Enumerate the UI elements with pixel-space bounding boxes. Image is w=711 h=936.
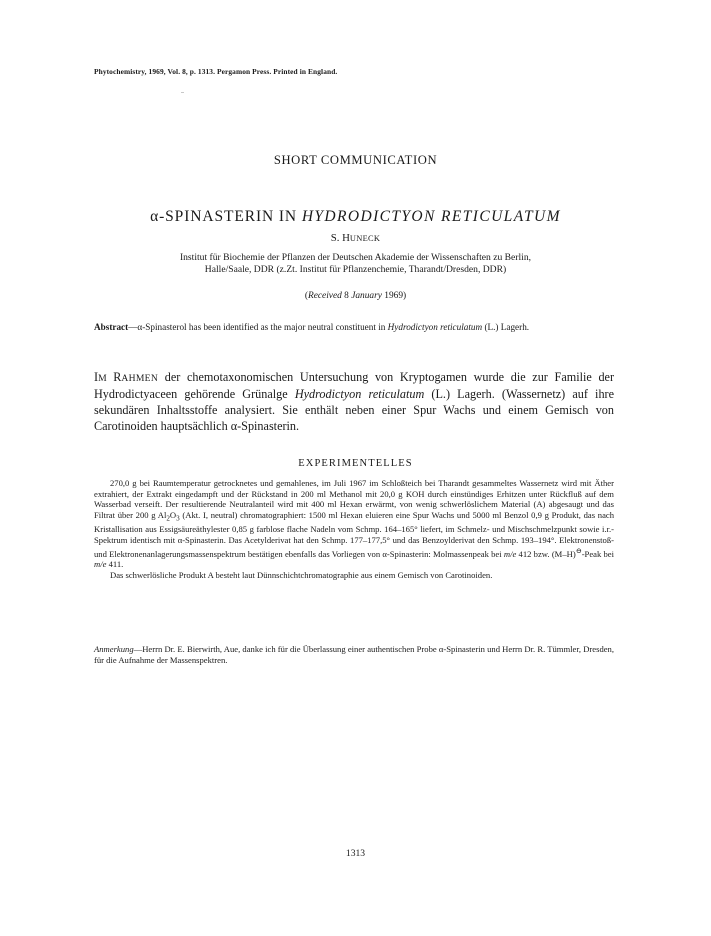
page-number: 1313 [345,848,366,859]
note-label: Anmerkung [94,644,134,654]
author-name [0,232,711,244]
abstract-paragraph: Abstract—α-Spinasterol has been identified as the major neutral constituent in Hydrodictyon reticulatum (L.) Lagerh. [94,322,530,332]
intro-species: Hydrodictyon reticulatum [294,386,425,401]
received-month: January [351,291,382,301]
received-date: (Received 8 January 1969) [304,291,407,301]
section-type-heading: SHORT COMMUNICATION [273,153,438,167]
affiliation-line-2: Halle/Saale, DDR (z.Zt. Institut für Pflanzenchemie, Tharandt/Dresden, DDR) [204,264,507,276]
title-prefix: α-SPINASTERIN IN [150,208,302,225]
affiliation-line-1: Institut für Biochemie der Pflanzen der Deutschen Akademie der Wissenschaften zu Berlin, [179,252,532,263]
title-species-italic: HYDRODICTYON RETICULATUM [301,208,561,225]
introduction-paragraph: IM RAHMEN der chemotaxonomischen Untersuchung von Kryptogamen wurde die zur Familie der Hydrodictyaceen gehörende Grünalge Hydrodictyon reticulatum (L.) Lagerh. (Wassernetz) auf ihre sekundären Inhaltsstoffe analysiert. Sie enthält neben einer Spur Wachs und einem Gemisch von Carotinoiden hauptsächlich α-Spinasterin. [94,370,615,433]
abstract-species: Hydrodictyon reticulatum [387,322,483,332]
experimental-body [94,478,614,580]
experimental-paragraph-1: 270,0 g bei Raumtemperatur getrocknetes und gemahlenes, im Juli 1967 im Schloßteich bei Tharandt gesammeltes Wassernetz wird mit Äther extrahiert, der Extrakt eingedampft und der Rückstand in 200 ml Methanol mit 20,0 g KOH durch einstündiges Erhitzen unter Rückfluß auf dem Wasserbad verseift. Der resultierende Neutralanteil wird mit 400 ml Hexan erwärmt, von wenig schwerlöslichem Material (A) abgesaugt und das Filtrat über 200 g $Al_2O_3$ (Akt. I, neutral) chromatographiert: 1500 ml Hexan eluieren eine Spur Wachs und 5000 ml Benzol 0,9 g Produkt, das nach Kristallisation aus Essigsäureäthylester 0,85 g farblose flache Nadeln vom Schmp. 164–165° liefert, im Schmelz- und Mischschmelzpunkt sowie i.r.-Spektrum identisch mit α-Spinasterin. Das Acetylderivat hat den Schmp. 177–177,5° und das Benzoylderivat den Schmp. 193–194°. Elektronenstoß- und Elektronenanlagerungsmassenspektrum bestätigen ebenfalls das Vorliegen von α-Spinasterin: Molmassenpeak bei m/e 412 bzw. (M–H)⊖-Peak bei m/e 411. [94,478,614,570]
experimental-paragraph-2: Das schwerlösliche Produkt A besteht laut Dünnschichtchromatographie aus einem Gemisch von Carotinoiden. [110,569,493,580]
scan-artifact-mark [181,92,184,93]
author-affiliation [0,252,711,276]
author-surname-smallcaps: UNECK [349,234,381,243]
experimental-heading: EXPERIMENTELLES [298,458,413,469]
acknowledgement-note: Anmerkung—Herrn Dr. E. Bierwirth, Aue, danke ich für die Überlassung einer authentischen Probe α-Spinasterin und Herrn Dr. R. Tümmler, Dresden, für die Aufnahme der Massenspektren. [94,644,614,665]
journal-citation-line: Phytochemistry, 1969, Vol. 8, p. 1313. Pergamon Press. Printed in England. [94,67,338,76]
article-title [0,208,711,226]
author-initial: S. H [330,232,350,244]
abstract-label: Abstract [94,322,129,332]
received-label: Received [307,291,342,301]
